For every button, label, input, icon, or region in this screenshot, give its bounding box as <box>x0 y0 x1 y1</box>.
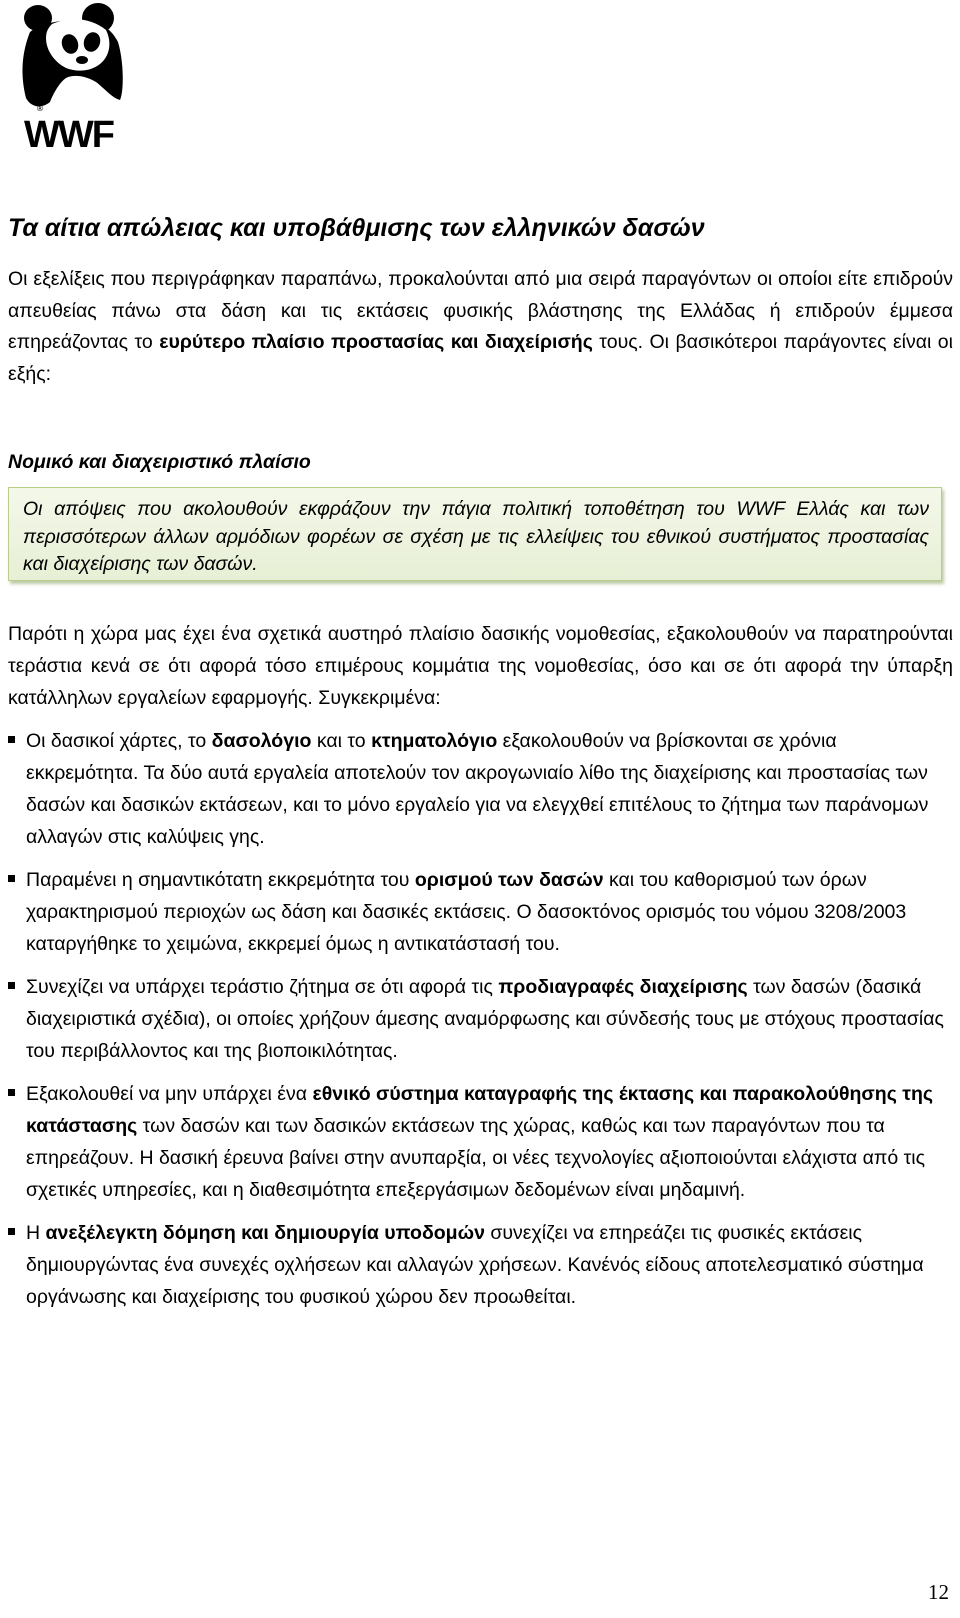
list-item-bold: ανεξέλεγκτη δόμηση και δημιουργία υποδομών <box>45 1222 485 1244</box>
intro-text: Οι εξελίξεις που περιγράφηκαν παραπάνω, προκαλούνται από μια σειρά παραγόντων οι οποίοι είτε επιδρούν απευθείας πάνω στα δάση και τις εκτάσεις φυσικής βλάστησης της Ελλάδας ή επιδρούν έμμεσα επηρεάζοντας το <box>8 268 953 353</box>
list-item-text: συνεχίζει να επηρεάζει τις φυσικές εκτάσεις δημιουργώντας ένα συνεχές οχλήσεων και αλλαγών χρήσεων. Κανένός είδους αποτελεσματικό σύστημα οργάνωσης και διαχείρισης του φυσικού χώρου δεν προωθείται. <box>26 1222 924 1308</box>
bullet-square-icon <box>8 875 15 882</box>
list-item <box>8 971 946 1067</box>
bullet-square-icon <box>8 1089 15 1096</box>
list-item-text: εξακολουθούν να βρίσκονται σε χρόνια εκκρεμότητα. Τα δύο αυτά εργαλεία αποτελούν τον ακρογωνιαίο λίθο της διαχείρισης και προστασίας των δασών και δασικών εκτάσεων, και το μόνο εργαλείο για να ελεγχθεί επιτέλους το ζήτημα των παράνομων αλλαγών στις καλύψεις γης. <box>26 730 929 848</box>
list-item-text: Συνεχίζει να υπάρχει τεράστιο ζήτημα σε ότι αφορά τις <box>26 976 499 998</box>
list-item-text: Εξακολουθεί να μην υπάρχει ένα <box>26 1083 313 1105</box>
bullet-square-icon <box>8 736 15 743</box>
callout-box: Οι απόψεις που ακολουθούν εκφράζουν την πάγια πολιτική τοποθέτηση του WWF Ελλάς και των περισσότερων άλλων αρμόδιων φορέων σε σχέση με τις ελλείψεις του εθνικού συστήματος προστασίας και διαχείρισης των δασών. <box>8 487 942 581</box>
list-item-bold: κτηματολόγιο <box>371 730 498 752</box>
list-item-text: και το <box>311 730 372 752</box>
list-item-bold: ορισμού των δασών <box>414 869 604 891</box>
intro-paragraph <box>8 264 953 390</box>
list-item-bold: δασολόγιο <box>211 730 312 752</box>
bullet-square-icon <box>8 1228 15 1235</box>
intro-bold: ευρύτερο πλαίσιο προστασίας και διαχείρισής <box>159 331 593 353</box>
list-item <box>8 864 946 960</box>
list-item-text: των δασών και των δασικών εκτάσεων της χώρας, καθώς και των παραγόντων που τα επηρεάζουν. Η δασική έρευνα βαίνει στην ανυπαρξία, οι νέες τεχνολογίες αξιοποιούνται ελάχιστα από τις σχετικές υπηρεσίες, και η διαθεσιμότητα επεξεργάσιμων δεδομένων είναι μηδαμινή. <box>26 1115 926 1201</box>
list-item <box>8 725 946 853</box>
list-item-text: και του καθορισμού των όρων χαρακτηρισμού περιοχών ως δάση και δασικές εκτάσεις. Ο δασοκτόνος ορισμός του νόμου 3208/2003 καταργήθηκε το χειμώνα, εκκρεμεί όμως η αντικατάστασή του. <box>26 869 907 955</box>
bullet-square-icon <box>8 982 15 989</box>
list-item-text: Η <box>26 1222 46 1244</box>
list-item-text: Οι δασικοί χάρτες, το <box>26 730 212 752</box>
list-item-text: Παραμένει η σημαντικότατη εκκρεμότητα του <box>26 869 415 891</box>
page-number: 12 <box>928 1580 949 1604</box>
wwf-panda-logo <box>20 2 124 157</box>
registered-mark: ® <box>36 104 44 113</box>
subsection-heading: Νομικό και διαχειριστικό πλαίσιο <box>8 451 311 473</box>
body-paragraph: Παρότι η χώρα μας έχει ένα σχετικά αυστηρό πλαίσιο δασικής νομοθεσίας, εξακολουθούν να παρατηρούνται τεράστια κενά σε ότι αφορά τόσο επιμέρους κομμάτια της νομοθεσίας, όσο και σε ότι αφορά την ύπαρξη κατάλληλων εργαλείων εφαρμογής. Συγκεκριμένα: <box>8 623 953 709</box>
section-heading: Τα αίτια απώλειας και υποβάθμισης των ελληνικών δασών <box>8 214 705 242</box>
list-item <box>8 1078 946 1206</box>
list-item-text: των δασών (δασικά διαχειριστικά σχέδια), οι οποίες χρήζουν άμεσης αναμόρφωσης και σύνδεσής τους με στόχους προστασίας του περιβάλλοντος και της βιοποικιλότητας. <box>26 976 944 1062</box>
factor-list <box>8 725 946 1324</box>
panda-icon <box>20 2 124 114</box>
list-item <box>8 1217 946 1313</box>
list-item-bold: προδιαγραφές διαχείρισης <box>498 976 748 998</box>
intro-text-end: τους. Οι βασικότεροι παράγοντες είναι οι εξής: <box>8 331 953 385</box>
wwf-wordmark: WWF <box>24 114 113 156</box>
list-item-bold: εθνικό σύστημα καταγραφής της έκτασης και παρακολούθησης της κατάστασης <box>26 1083 934 1137</box>
